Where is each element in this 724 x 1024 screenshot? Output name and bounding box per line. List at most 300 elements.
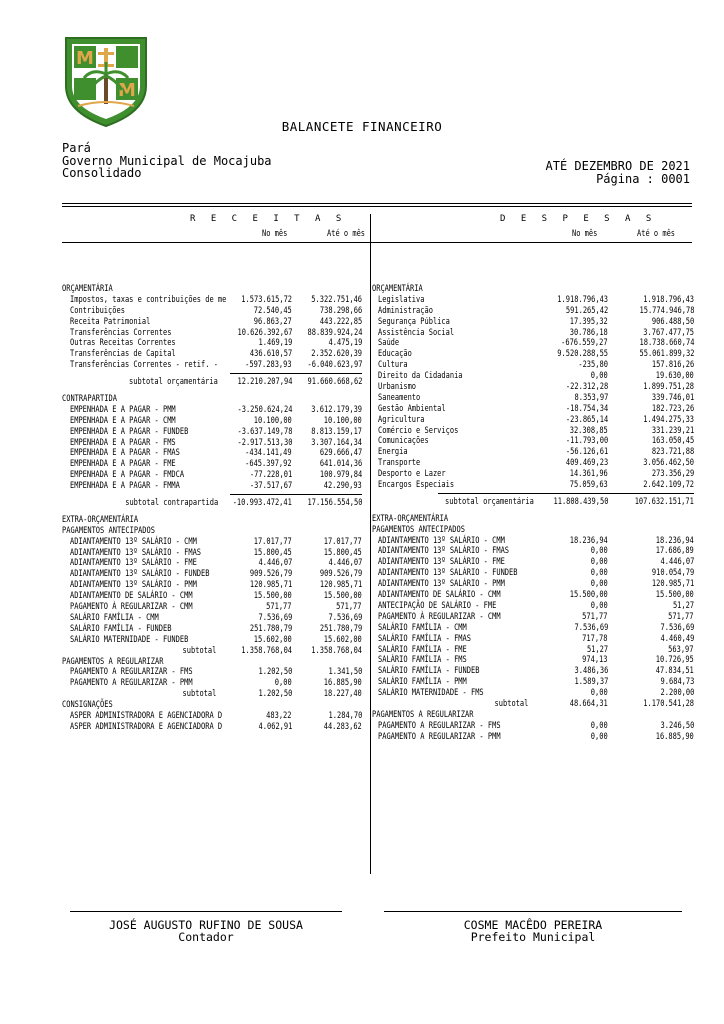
month-value: -2.917.513,30 <box>237 437 292 448</box>
table-row <box>372 415 694 426</box>
month-value: 1.202,50 <box>258 689 292 700</box>
row-label: Impostos, taxas e contribuições de me <box>70 294 227 305</box>
row-label: SALÁRIO FAMÍLIA - FMAS <box>378 633 471 644</box>
subtotal-row <box>62 646 362 657</box>
table-row <box>62 678 362 689</box>
table-row <box>62 722 362 733</box>
cumulative-value: 10.726,95 <box>655 655 694 666</box>
header-left <box>62 142 272 180</box>
table-row <box>372 579 694 590</box>
month-value: 0,00 <box>591 720 608 731</box>
cumulative-value: 3.056.462,50 <box>643 458 694 469</box>
row-label: Cultura <box>378 360 408 371</box>
cumulative-value: 17.017,77 <box>323 536 362 547</box>
row-label: Transporte <box>378 458 421 469</box>
table-row <box>372 393 694 404</box>
row-label: Saneamento <box>378 392 421 403</box>
cumulative-value: 629.666,47 <box>319 448 362 459</box>
table-row <box>62 481 362 492</box>
table-row <box>372 612 694 623</box>
receitas-col-month: No mês <box>262 229 288 239</box>
table-row <box>62 613 362 624</box>
signature-mayor <box>384 919 682 943</box>
row-label: ADIANTAMENTO 13º SALÁRIO - CMM <box>70 536 197 547</box>
cumulative-value: 120.985,71 <box>319 580 362 591</box>
month-value: 591.265,42 <box>565 305 608 316</box>
cumulative-value: 906.488,50 <box>651 316 694 327</box>
month-value: -434.141,49 <box>245 448 292 459</box>
signature-accountant <box>70 919 342 943</box>
cumulative-value: 4.446,07 <box>660 557 694 568</box>
cumulative-value: 823.721,88 <box>651 447 694 458</box>
cumulative-value: 2.200,00 <box>660 688 694 699</box>
cumulative-value: 563,97 <box>668 644 694 655</box>
row-label: EMPENHADA E A PAGAR - FME <box>70 459 176 470</box>
month-value: 0,00 <box>591 557 608 568</box>
table-row <box>62 349 362 360</box>
cumulative-value: 1.341,50 <box>328 667 362 678</box>
crest-letter-bottom: M <box>118 80 136 101</box>
cumulative-value: 55.061.899,32 <box>639 349 694 360</box>
month-value: 909.526,79 <box>249 569 292 580</box>
month-value: 4.446,07 <box>258 558 292 569</box>
table-row <box>372 601 694 612</box>
cumulative-value: 571,77 <box>668 611 694 622</box>
month-value: 1.589,37 <box>574 677 608 688</box>
month-value: 7.536,69 <box>258 612 292 623</box>
row-label: Saúde <box>378 338 400 349</box>
signer-name: COSME MACÊDO PEREIRA <box>463 918 603 932</box>
subtotal-row <box>372 699 694 710</box>
table-row <box>62 624 362 635</box>
table-row <box>62 635 362 646</box>
row-label: ADIANTAMENTO 13º SALÁRIO - FUNDEB <box>70 569 210 580</box>
month-value: 72.540,45 <box>253 305 292 316</box>
section-heading-row <box>372 284 694 295</box>
row-label: Legislativa <box>378 294 425 305</box>
month-value: 974,13 <box>582 655 608 666</box>
table-row <box>62 569 362 580</box>
cumulative-value: 1.899.751,28 <box>643 382 694 393</box>
table-row <box>372 590 694 601</box>
row-label: Encargos Especiais <box>378 480 455 491</box>
month-value: 1.573.615,72 <box>241 294 292 305</box>
row-label: SALÁRIO MATERNIDADE - FMS <box>378 688 484 699</box>
despesas-table <box>372 284 694 743</box>
cumulative-value: 331.239,21 <box>651 425 694 436</box>
table-row <box>372 677 694 688</box>
table-row <box>62 338 362 349</box>
cumulative-value: 339.746,01 <box>651 392 694 403</box>
cumulative-value: 15.500,00 <box>323 591 362 602</box>
cumulative-value: 19.630,00 <box>655 371 694 382</box>
cumulative-value: 909.526,79 <box>319 569 362 580</box>
row-label: EMPENHADA E A PAGAR - FMDCA <box>70 470 185 481</box>
month-value: 15.500,00 <box>253 591 292 602</box>
row-label: EMPENHADA E A PAGAR - FMS <box>70 437 176 448</box>
signer-role: Contador <box>178 930 234 944</box>
cumulative-value: 10.100,00 <box>323 415 362 426</box>
table-row <box>372 536 694 547</box>
month-value: 17.017,77 <box>253 536 292 547</box>
month-value: 11.808.439,50 <box>553 496 608 507</box>
receitas-col-total: Até o mês <box>327 229 366 239</box>
cumulative-value: 163.050,45 <box>651 436 694 447</box>
cumulative-value: 4.446,07 <box>328 558 362 569</box>
month-value: 436.610,57 <box>249 349 292 360</box>
row-label: SALÁRIO FAMÍLIA - PMM <box>378 677 467 688</box>
row-label: Contribuições <box>70 305 125 316</box>
subtotal-label: subtotal orçamentária <box>129 377 218 388</box>
row-label: SALÁRIO FAMÍLIA - FME <box>378 644 467 655</box>
month-value: 48.664,31 <box>569 698 608 709</box>
section-heading: PAGAMENTOS A REGULARIZAR <box>62 656 164 667</box>
row-label: ADIANTAMENTO 13º SALÁRIO - FME <box>378 557 505 568</box>
month-value: 17.395,32 <box>569 316 608 327</box>
table-row <box>372 295 694 306</box>
table-row <box>372 447 694 458</box>
table-row <box>372 382 694 393</box>
table-row <box>62 295 362 306</box>
row-label: PAGAMENTO A REGULARIZAR - FMS <box>378 720 501 731</box>
table-row <box>372 666 694 677</box>
table-row <box>372 645 694 656</box>
section-heading-row <box>62 657 362 668</box>
month-value: 251.780,79 <box>249 623 292 634</box>
subtotal-label: subtotal <box>182 689 216 700</box>
row-label: SALÁRIO FAMÍLIA - FUNDEB <box>70 623 172 634</box>
row-label: Assistência Social <box>378 327 455 338</box>
row-label: SALÁRIO FAMÍLIA - CMM <box>378 622 467 633</box>
cumulative-value: 3.307.164,34 <box>311 437 362 448</box>
cumulative-value: 5.322.751,46 <box>311 294 362 305</box>
month-value: 12.210.207,94 <box>237 377 292 388</box>
row-label: SALÁRIO FAMÍLIA - CMM <box>70 612 159 623</box>
subtotal-label: subtotal orçamentária <box>445 496 534 507</box>
top-rule <box>62 203 692 204</box>
cumulative-value: 51,27 <box>672 600 694 611</box>
cumulative-value: 251.780,79 <box>319 623 362 634</box>
row-label: PAGAMENTO A REGULARIZAR - PMM <box>378 731 501 742</box>
table-row <box>372 469 694 480</box>
cumulative-value: 1.494.275,33 <box>643 414 694 425</box>
table-row <box>372 349 694 360</box>
cumulative-value: 120.985,71 <box>651 579 694 590</box>
cumulative-value: 157.816,26 <box>651 360 694 371</box>
month-value: 0,00 <box>591 600 608 611</box>
cumulative-value: 3.246,50 <box>660 720 694 731</box>
subtotal-row <box>62 498 362 509</box>
row-label: SALÁRIO MATERNIDADE - FUNDEB <box>70 634 189 645</box>
cumulative-value: 15.500,00 <box>655 590 694 601</box>
table-row <box>372 306 694 317</box>
row-label: EMPENHADA E A PAGAR - CMM <box>70 415 176 426</box>
table-row <box>62 459 362 470</box>
month-value: 483,22 <box>266 710 292 721</box>
cumulative-value: 910.054,79 <box>651 568 694 579</box>
subtotal-label: subtotal <box>182 645 216 656</box>
table-row <box>372 732 694 743</box>
section-heading: CONSIGNAÇÕES <box>62 700 113 711</box>
row-label: Administração <box>378 305 433 316</box>
table-row <box>372 721 694 732</box>
table-row <box>372 360 694 371</box>
month-value: -77.228,01 <box>249 470 292 481</box>
subtotal-row <box>62 377 362 388</box>
row-label: ADIANTAMENTO 13º SALÁRIO - FMAS <box>378 546 510 557</box>
month-value: -11.793,00 <box>565 436 608 447</box>
month-value: 1.202,50 <box>258 667 292 678</box>
cumulative-value: 571,77 <box>336 602 362 613</box>
month-value: 14.361,96 <box>569 469 608 480</box>
row-label: Desporto e Lazer <box>378 469 446 480</box>
month-value: 10.626.392,67 <box>237 327 292 338</box>
receitas-table <box>62 284 362 733</box>
cumulative-value: 182.723,26 <box>651 403 694 414</box>
despesas-heading: D E S P E S A S <box>500 214 657 224</box>
month-value: 75.059,63 <box>569 480 608 491</box>
row-label: ADIANTAMENTO 13º SALÁRIO - FMAS <box>70 547 202 558</box>
month-value: 571,77 <box>582 611 608 622</box>
month-value: 96.863,27 <box>253 316 292 327</box>
subtotal-label: subtotal <box>494 698 528 709</box>
month-value: 0,00 <box>591 546 608 557</box>
subtotal-row <box>62 689 362 700</box>
row-label: ADIANTAMENTO 13º SALÁRIO - FME <box>70 558 197 569</box>
month-value: -18.754,34 <box>565 403 608 414</box>
table-row <box>372 568 694 579</box>
month-value: 8.353,97 <box>574 392 608 403</box>
section-heading-row <box>62 515 362 526</box>
table-row <box>372 688 694 699</box>
row-label: Educação <box>378 349 412 360</box>
month-value: 15.500,00 <box>569 590 608 601</box>
month-value: -56.126,61 <box>565 447 608 458</box>
row-label: EMPENHADA E A PAGAR - FUNDEB <box>70 426 189 437</box>
cumulative-value: 16.885,90 <box>323 678 362 689</box>
cumulative-value: 88.839.924,24 <box>307 327 362 338</box>
page-number: Página : 0001 <box>596 171 690 186</box>
crest-letter-top: M <box>76 48 94 69</box>
cumulative-value: 273.356,29 <box>651 469 694 480</box>
row-label: Gestão Ambiental <box>378 403 446 414</box>
cumulative-value: 3.767.477,75 <box>643 327 694 338</box>
month-value: -597.283,93 <box>245 360 292 371</box>
row-label: Transferências Correntes <box>70 327 172 338</box>
signer-role: Prefeito Municipal <box>470 930 596 944</box>
table-row <box>372 480 694 491</box>
row-label: ADIANTAMENTO DE SALÁRIO - CMM <box>378 590 501 601</box>
row-label: Energia <box>378 447 408 458</box>
month-value: -23.865,14 <box>565 414 608 425</box>
row-label: PAGAMENTO A REGULARIZAR - PMM <box>70 678 193 689</box>
table-row <box>372 436 694 447</box>
row-label: Comunicações <box>378 436 429 447</box>
table-row <box>62 405 362 416</box>
table-row <box>372 546 694 557</box>
cumulative-value: 4.475,19 <box>328 338 362 349</box>
cumulative-value: 91.660.668,62 <box>307 377 362 388</box>
row-label: SALÁRIO FAMÍLIA - FUNDEB <box>378 666 480 677</box>
section-heading-row <box>372 710 694 721</box>
column-separator <box>370 214 371 874</box>
table-row <box>372 338 694 349</box>
table-row <box>62 580 362 591</box>
row-label: ADIANTAMENTO 13º SALÁRIO - CMM <box>378 535 505 546</box>
cumulative-value: 738.298,66 <box>319 305 362 316</box>
cumulative-value: 47.834,51 <box>655 666 694 677</box>
signer-name: JOSÉ AUGUSTO RUFINO DE SOUSA <box>109 918 303 932</box>
header-right <box>546 160 691 185</box>
section-heading: ORÇAMENTÁRIA <box>62 284 113 294</box>
section-heading: ORÇAMENTÁRIA <box>372 284 423 294</box>
section-heading-row <box>372 514 694 525</box>
table-row <box>372 317 694 328</box>
cumulative-value: 1.918.796,43 <box>643 294 694 305</box>
subtotal-rule <box>230 373 362 374</box>
table-row <box>62 416 362 427</box>
table-row <box>372 655 694 666</box>
row-label: ANTECIPAÇÃO DE SALÁRIO - FME <box>378 600 497 611</box>
section-heading-row <box>62 526 362 537</box>
row-label: EMPENHADA E A PAGAR - FMAS <box>70 448 180 459</box>
cumulative-value: 641.014,36 <box>319 459 362 470</box>
table-row <box>372 328 694 339</box>
table-row <box>62 602 362 613</box>
cumulative-value: 1.170.541,28 <box>643 698 694 709</box>
table-row <box>62 537 362 548</box>
cumulative-value: 107.632.151,71 <box>634 496 694 507</box>
month-value: -3.637.149,78 <box>237 426 292 437</box>
despesas-col-total: Até o mês <box>637 229 676 239</box>
month-value: 0,00 <box>591 371 608 382</box>
row-label: Outras Receitas Correntes <box>70 338 176 349</box>
subtotal-row <box>372 497 694 508</box>
month-value: 4.062,91 <box>258 721 292 732</box>
month-value: 0,00 <box>591 688 608 699</box>
cumulative-value: 2.642.109,72 <box>643 480 694 491</box>
table-row <box>372 634 694 645</box>
month-value: 10.100,00 <box>253 415 292 426</box>
row-label: Transferências Correntes - retif. - <box>70 360 218 371</box>
section-heading-row <box>62 284 362 295</box>
cumulative-value: 15.800,45 <box>323 547 362 558</box>
cumulative-value: 15.774.946,78 <box>639 305 694 316</box>
cumulative-value: 1.358.768,04 <box>311 645 362 656</box>
table-row <box>372 623 694 634</box>
month-value: 0,00 <box>591 731 608 742</box>
row-label: Transferências de Capital <box>70 349 176 360</box>
row-label: Receita Patrimonial <box>70 316 151 327</box>
table-row <box>372 371 694 382</box>
cumulative-value: 15.602,00 <box>323 634 362 645</box>
table-row <box>372 404 694 415</box>
table-row <box>62 548 362 559</box>
row-label: ADIANTAMENTO 13º SALÁRIO - PMM <box>378 579 505 590</box>
table-row <box>62 438 362 449</box>
row-label: PAGAMENTO À REGULARIZAR - CMM <box>70 602 193 613</box>
table-row <box>62 448 362 459</box>
month-value: 9.520.288,55 <box>557 349 608 360</box>
cumulative-value: 100.979,84 <box>319 470 362 481</box>
month-value: -37.517,67 <box>249 481 292 492</box>
table-row <box>372 458 694 469</box>
row-label: ASPER ADMINISTRADORA E AGENCIADORA D <box>70 710 223 721</box>
table-row <box>62 558 362 569</box>
month-value: -645.397,92 <box>245 459 292 470</box>
section-heading: PAGAMENTOS ANTECIPADOS <box>62 525 155 536</box>
month-value: 1.918.796,43 <box>557 294 608 305</box>
table-row <box>62 427 362 438</box>
month-value: 409.469,23 <box>565 458 608 469</box>
row-label: ADIANTAMENTO DE SALÁRIO - CMM <box>70 591 193 602</box>
section-heading-row <box>372 525 694 536</box>
signature-line-1 <box>70 911 342 912</box>
despesas-col-month: No mês <box>572 229 598 239</box>
cumulative-value: 3.612.179,39 <box>311 404 362 415</box>
cumulative-value: 16.885,90 <box>655 731 694 742</box>
cumulative-value: 7.536,69 <box>328 612 362 623</box>
subtotal-rule <box>230 494 362 495</box>
cumulative-value: 9.684,73 <box>660 677 694 688</box>
row-label: PAGAMENTO A REGULARIZAR - FMS <box>70 667 193 678</box>
table-row <box>62 360 362 371</box>
section-heading: PAGAMENTOS ANTECIPADOS <box>372 524 465 535</box>
month-value: 0,00 <box>591 579 608 590</box>
section-heading: EXTRA-ORÇAMENTÁRIA <box>62 514 139 525</box>
table-row <box>62 667 362 678</box>
month-value: 32.308,85 <box>569 425 608 436</box>
month-value: -10.993.472,41 <box>232 498 292 509</box>
month-value: 30.786,18 <box>569 327 608 338</box>
month-value: 18.236,94 <box>569 535 608 546</box>
cumulative-value: 1.284,70 <box>328 710 362 721</box>
cumulative-value: 17.686,89 <box>655 546 694 557</box>
subtotal-rule <box>438 493 694 494</box>
row-label: ASPER ADMINISTRADORA E AGENCIADORA D <box>70 721 223 732</box>
row-label: SALÁRIO FAMÍLIA - FMS <box>378 655 467 666</box>
report-title: BALANCETE FINANCEIRO <box>281 119 443 134</box>
month-value: 120.985,71 <box>249 580 292 591</box>
row-label: EMPENHADA E A PAGAR - PMM <box>70 404 176 415</box>
cumulative-value: 7.536,69 <box>660 622 694 633</box>
table-row <box>62 711 362 722</box>
receitas-heading: R E C E I T A S <box>190 214 347 224</box>
header-rule <box>62 242 692 243</box>
cumulative-value: 44.283,62 <box>323 721 362 732</box>
month-value: 3.486,36 <box>574 666 608 677</box>
table-row <box>62 328 362 339</box>
month-value: 51,27 <box>586 644 608 655</box>
month-value: 0,00 <box>275 678 292 689</box>
month-value: 1.358.768,04 <box>241 645 292 656</box>
row-label: Direito da Cidadania <box>378 371 463 382</box>
month-value: -22.312,28 <box>565 382 608 393</box>
cumulative-value: 18.738.660,74 <box>639 338 694 349</box>
row-label: ADIANTAMENTO 13º SALÁRIO - FUNDEB <box>378 568 518 579</box>
cumulative-value: 18.236,94 <box>655 535 694 546</box>
table-row <box>62 317 362 328</box>
row-label: PAGAMENTO À REGULARIZAR - CMM <box>378 611 501 622</box>
section-heading-row <box>62 394 362 405</box>
row-label: Agricultura <box>378 414 425 425</box>
scope-label: Consolidado <box>62 166 142 180</box>
month-value: -235,80 <box>578 360 608 371</box>
row-label: Segurança Pública <box>378 316 450 327</box>
table-row <box>62 591 362 602</box>
row-label: EMPENHADA E A PAGAR - FMMA <box>70 481 180 492</box>
section-heading-row <box>62 700 362 711</box>
